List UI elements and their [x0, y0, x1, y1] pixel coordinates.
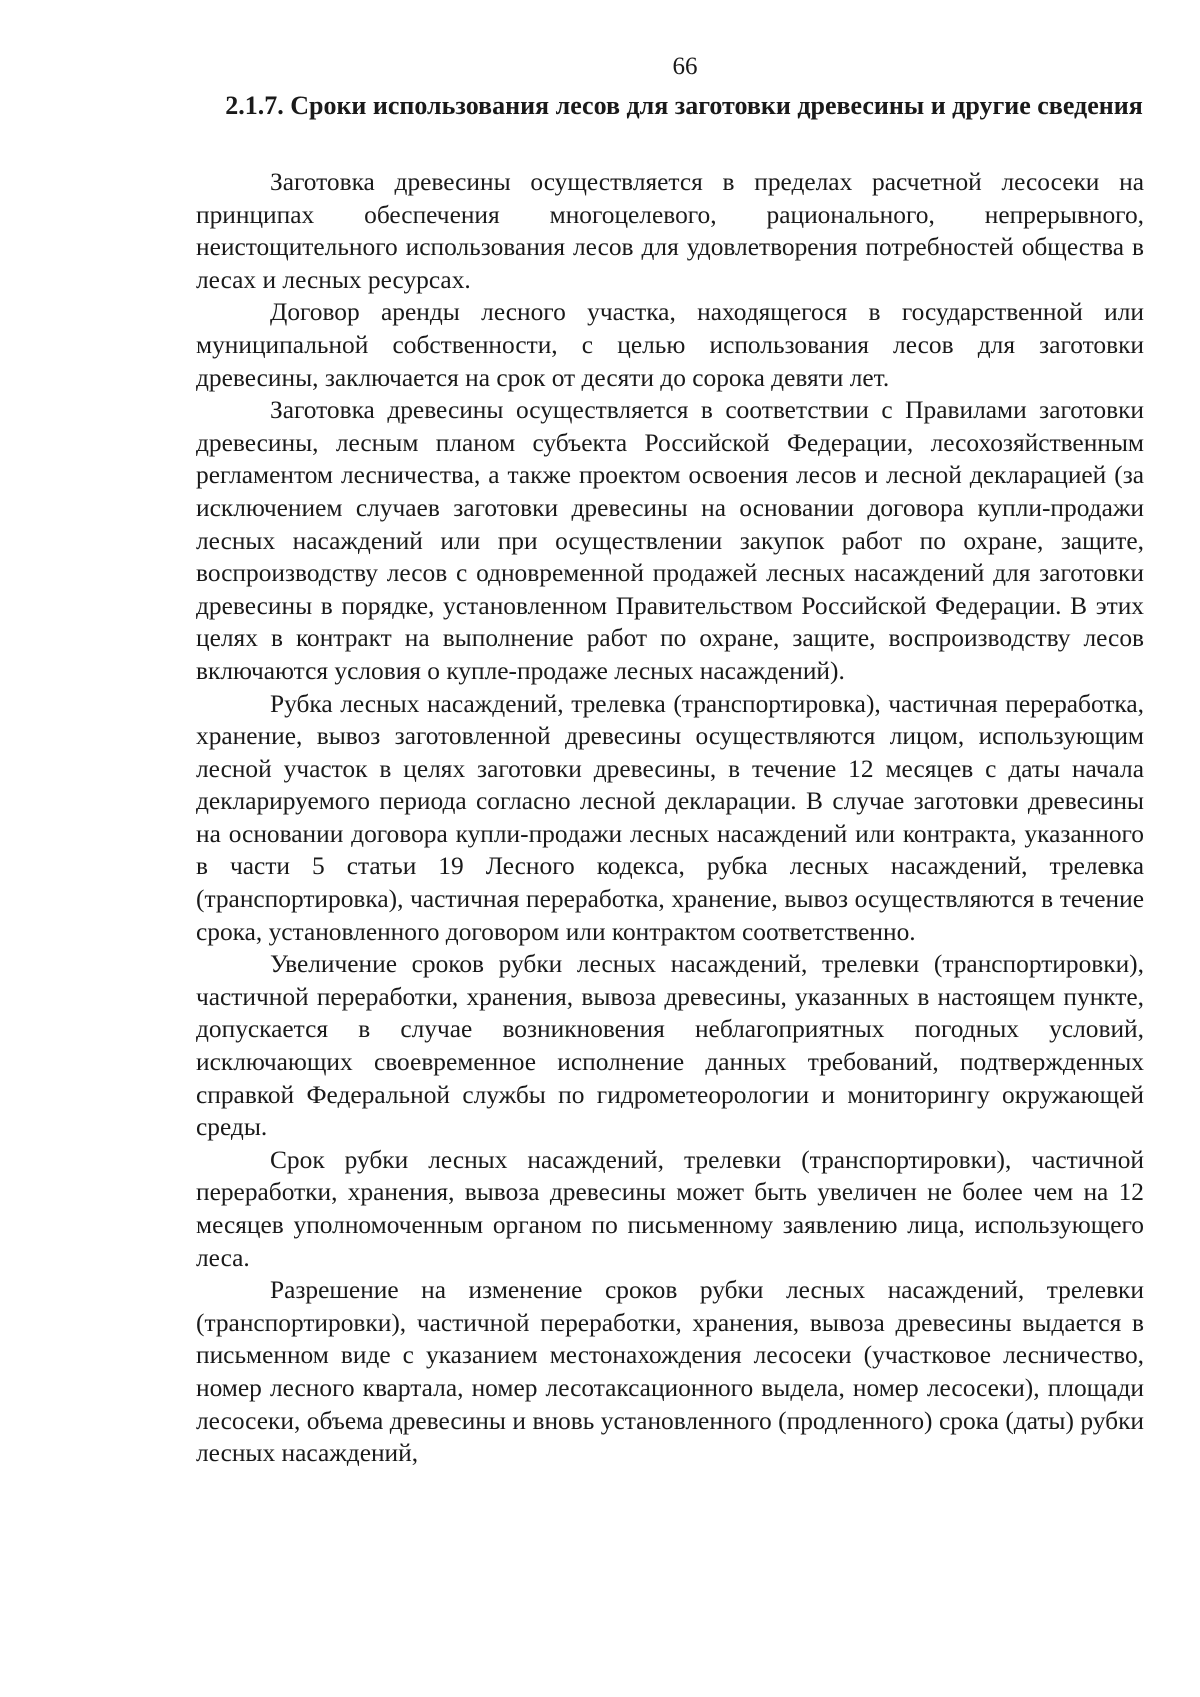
paragraph: Рубка лесных насаждений, трелевка (транспортировка), частичная переработка, хранение, вывоз заготовленной древесины осуществляются лицом, использующим лесной участок в целях заготовки древесины, в течение 12 месяцев с даты начала декларируемого периода согласно лесной декларации. В случае заготовки древесины на основании договора купли-продажи лесных насаждений или контракта, указанного в части 5 статьи 19 Лесного кодекса, рубка лесных насаждений, трелевка (транспортировка), частичная переработка, хранение, вывоз осуществляются в течение срока, установленного договором или контрактом соответственно. — [196, 689, 1144, 946]
body-text — [196, 166, 1144, 1470]
page-number: 66 — [672, 53, 698, 80]
document-page — [196, 52, 1144, 1470]
paragraph: Договор аренды лесного участка, находящегося в государственной или муниципальной собственности, с целью использования лесов для заготовки древесины, заключается на срок от десяти до сорока девяти лет. — [196, 298, 1144, 392]
section-title: 2.1.7. Сроки использования лесов для заготовки древесины и другие сведения — [225, 91, 1143, 120]
paragraph: Разрешение на изменение сроков рубки лесных насаждений, трелевки (транспортировки), частичной переработки, хранения, вывоза древесины выдается в письменном виде с указанием местонахождения лесосеки (участковое лесничество, номер лесного квартала, номер лесотаксационного выдела, номер лесосеки), площади лесосеки, объема древесины и вновь установленного (продленного) срока (даты) рубки лесных насаждений, — [196, 1276, 1144, 1468]
paragraph: Заготовка древесины осуществляется в пределах расчетной лесосеки на принципах обеспечения многоцелевого, рационального, непрерывного, неистощительного использования лесов для удовлетворения потребностей общества в лесах и лесных ресурсах. — [196, 168, 1144, 294]
paragraph: Срок рубки лесных насаждений, трелевки (транспортировки), частичной переработки, хранения, вывоза древесины может быть увеличен не более чем на 12 месяцев уполномоченным органом по письменному заявлению лица, использующего леса. — [196, 1145, 1144, 1272]
paragraph: Увеличение сроков рубки лесных насаждений, трелевки (транспортировки), частичной переработки, хранения, вывоза древесины, указанных в настоящем пункте, допускается в случае возникновения неблагоприятных погодных условий, исключающих своевременное исполнение данных требований, подтвержденных справкой Федеральной службы по гидрометеорологии и мониторингу окружающей среды. — [196, 950, 1144, 1142]
paragraph: Заготовка древесины осуществляется в соответствии с Правилами заготовки древесины, лесным планом субъекта Российской Федерации, лесохозяйственным регламентом лесничества, а также проектом освоения лесов и лесной декларацией (за исключением случаев заготовки древесины на основании договора купли-продажи лесных насаждений или при осуществлении закупок работ по охране, защите, воспроизводству лесов с одновременной продажей лесных насаждений для заготовки древесины в порядке, установленном Правительством Российской Федерации. В этих целях в контракт на выполнение работ по охране, защите, воспроизводству лесов включаются условия о купле-продаже лесных насаждений). — [196, 396, 1144, 685]
